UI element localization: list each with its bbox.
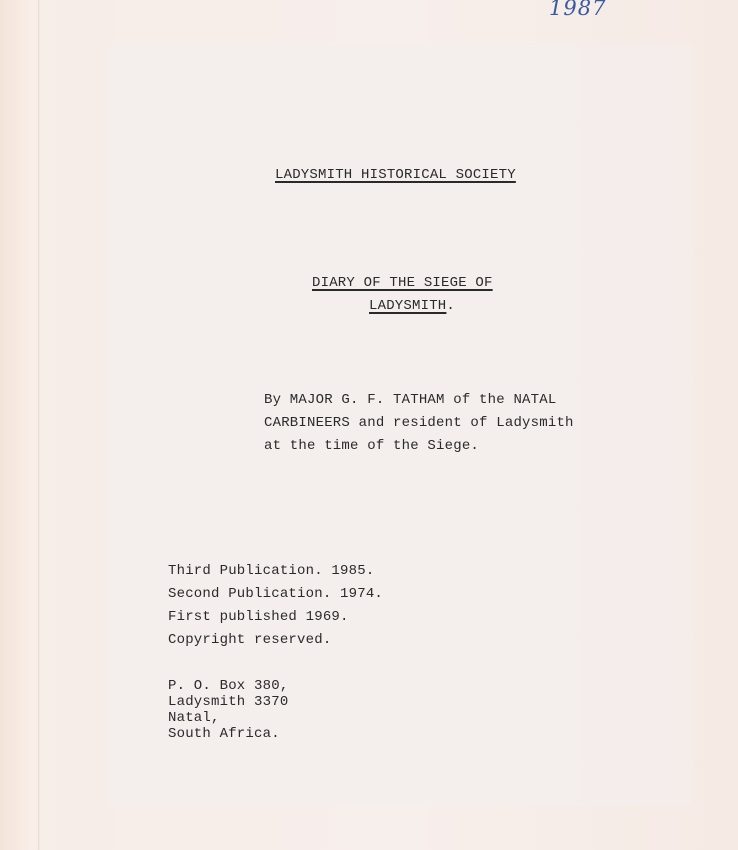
title-line-2-text: LADYSMITH [369,298,447,314]
byline-line: at the time of the Siege. [264,438,480,454]
postal-address [168,678,288,742]
publication-line: Third Publication. 1985. [168,563,375,579]
publication-line: First published 1969. [168,609,349,625]
address-line: South Africa. [168,726,280,742]
document-title-line-2 [369,295,455,318]
title-line-2-period: . [446,298,456,314]
byline-line: CARBINEERS and resident of Ladysmith [264,415,574,431]
title-line-1-text: DIARY OF THE SIEGE OF [312,275,493,291]
publication-history [168,560,383,652]
society-heading [275,164,516,187]
handwritten-year: 1987 [549,0,607,20]
document-title-line-1 [312,272,493,295]
address-line: Ladysmith 3370 [168,694,289,710]
publication-line: Second Publication. 1974. [168,586,384,602]
society-heading-text: LADYSMITH HISTORICAL SOCIETY [275,167,516,183]
address-line: P. O. Box 380, [168,678,289,694]
address-line: Natal, [168,710,220,726]
byline-line: By MAJOR G. F. TATHAM of the NATAL [264,392,557,408]
byline-block [264,389,574,458]
copyright-line: Copyright reserved. [168,632,332,648]
page-fold-line [38,0,40,850]
